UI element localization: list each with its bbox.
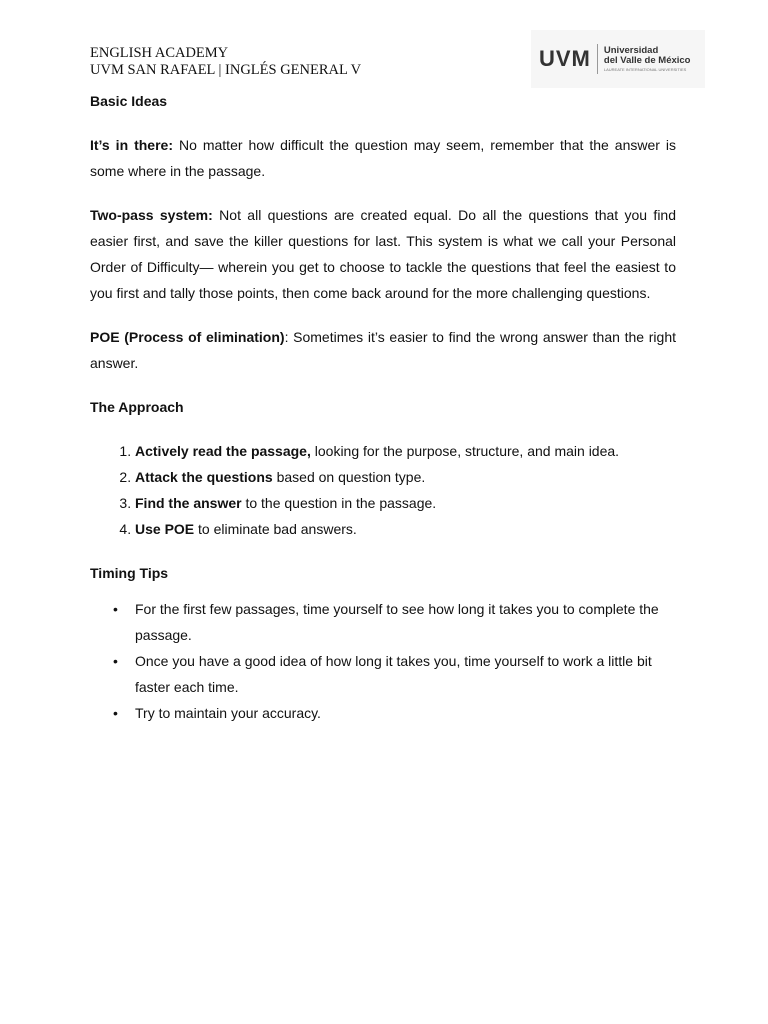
list-item-text: to eliminate bad answers. xyxy=(194,521,357,537)
list-item-bold: Use POE xyxy=(135,521,195,537)
text-two-pass: Not all questions are created equal. Do all the questions that you find easier first, and save the killer questions for last. This system is what we call your Personal Order of Difficulty— wherein you get to choose to tackle the questions that feel the easiest to you first and tally those points, then come back around for the more challenging questions. xyxy=(90,207,677,301)
heading-timing-tips: Timing Tips xyxy=(90,565,169,581)
header-line-2: UVM SAN RAFAEL | INGLÉS GENERAL V xyxy=(90,62,362,78)
bullet-icon: • xyxy=(113,601,118,617)
list-item xyxy=(135,516,676,542)
label-two-pass: Two-pass system: xyxy=(90,207,213,223)
logo-mark: UVM xyxy=(539,46,591,71)
list-item-bold: Attack the questions xyxy=(135,469,273,485)
list-item xyxy=(113,700,676,726)
list-item xyxy=(135,490,676,516)
list-item-text: based on question type. xyxy=(272,469,426,485)
timing-list xyxy=(90,596,676,726)
logo-line-1: Universidad xyxy=(603,44,659,56)
logo-text xyxy=(604,46,691,73)
list-item-text: Try to maintain your accuracy. xyxy=(135,705,321,721)
list-item-text: looking for the purpose, structure, and main idea. xyxy=(310,443,620,459)
uvm-logo xyxy=(531,30,705,88)
document-body xyxy=(90,88,676,726)
list-item xyxy=(135,438,676,464)
text-its-in-there: No matter how difficult the question may seem, remember that the answer is some where in the passage. xyxy=(90,137,677,179)
header-line-1: ENGLISH ACADEMY xyxy=(90,45,229,61)
logo-line-2: del Valle de México xyxy=(603,54,691,66)
list-item-text: For the first few passages, time yourself to see how long it takes you to complete the passage. xyxy=(135,601,659,643)
list-item xyxy=(113,596,676,648)
page-header xyxy=(90,45,361,79)
list-item-bold: Find the answer xyxy=(135,495,242,511)
bullet-icon: • xyxy=(113,705,118,721)
paragraph-two-pass xyxy=(90,202,676,306)
approach-list xyxy=(90,438,676,542)
logo-divider xyxy=(597,44,598,74)
list-item-text: Once you have a good idea of how long it takes you, time yourself to work a little bit faster each time. xyxy=(135,653,652,695)
label-poe: POE (Process of elimination) xyxy=(90,329,285,345)
paragraph-its-in-there xyxy=(90,132,676,184)
label-its-in-there: It’s in there: xyxy=(90,137,173,153)
heading-basic-ideas: Basic Ideas xyxy=(90,93,168,109)
bullet-icon: • xyxy=(113,653,118,669)
logo-line-3: LAUREATE INTERNATIONAL UNIVERSITIES xyxy=(603,66,687,72)
list-item xyxy=(135,464,676,490)
text-poe: : Sometimes it’s easier to find the wrong answer than the right answer. xyxy=(90,329,676,371)
list-item-text: to the question in the passage. xyxy=(241,495,437,511)
heading-the-approach: The Approach xyxy=(90,399,184,415)
paragraph-poe xyxy=(90,324,676,376)
list-item-bold: Actively read the passage, xyxy=(135,443,311,459)
list-item xyxy=(113,648,676,700)
